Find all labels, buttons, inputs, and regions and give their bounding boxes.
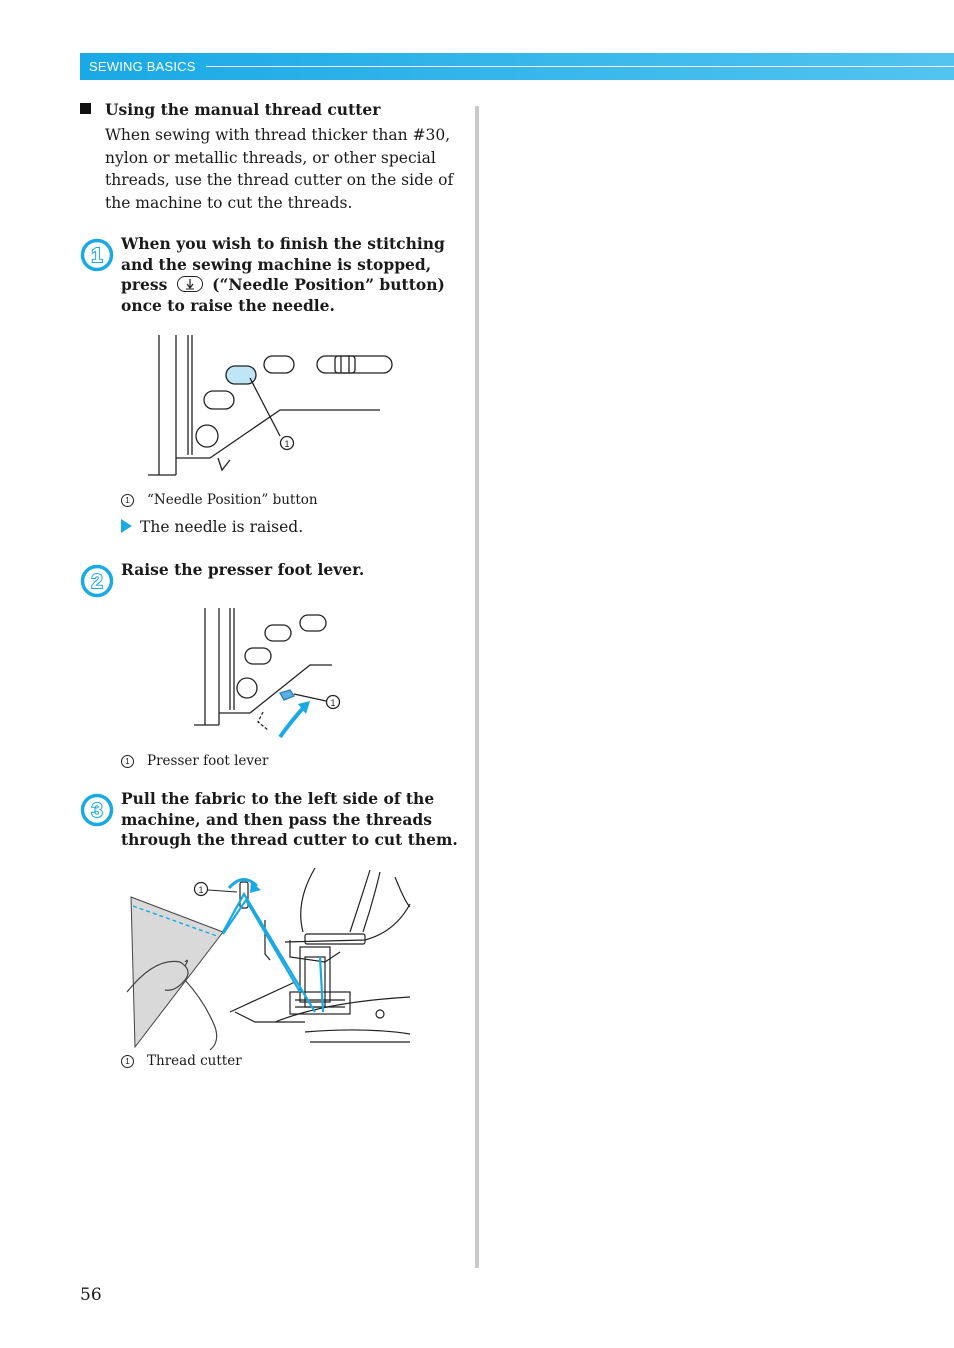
caption-marker: 1 [121,1055,134,1068]
callout-2: 1 [330,698,336,708]
step-1-result-text: The needle is raised. [140,518,304,536]
step-number-3 [80,793,114,827]
step-2-text: Raise the presser foot lever. [121,560,365,579]
step-number-2-text: 2 [91,571,103,593]
step-number-1-text: 1 [91,245,103,267]
square-bullet-icon [80,103,91,114]
thread-cutter-illustration [125,862,415,1050]
step-number-2 [80,564,114,598]
step-3-text: Pull the fabric to the left side of the machine, and then pass the threads through the thread cutter to cut them. [121,789,458,849]
header-rule [206,66,954,67]
step-2-caption-text: Presser foot lever [147,753,269,769]
step-1-result [121,518,303,536]
step-3-caption [121,1053,242,1069]
needle-position-button-icon [177,276,203,292]
section-label: SEWING BASICS [89,59,196,74]
step-number-1 [80,238,114,272]
column-divider [475,106,479,1268]
callout-3: 1 [198,885,204,895]
caption-marker: 1 [121,755,134,768]
step-1-text-b: (“Needle Position” button) once to raise the needle. [121,275,445,315]
caption-marker: 1 [121,494,134,507]
step-1-text-a: When you wish to finish the stitching and the sewing machine is stopped, press [121,234,445,294]
step-number-3-text: 3 [91,800,103,822]
presser-foot-lever-illustration [190,600,350,745]
needle-position-illustration [140,330,400,480]
step-3-caption-text: Thread cutter [147,1053,242,1069]
callout-1: 1 [284,439,290,449]
header-band [80,53,954,80]
step-2-caption [121,753,268,769]
page-number: 56 [80,1285,102,1305]
section-title: Using the manual thread cutter [105,100,381,119]
step-1-caption-text: “Needle Position” button [147,492,318,508]
step-1-caption [121,492,318,508]
result-arrow-icon [121,519,132,533]
step-1-text [121,234,466,316]
section-body: When sewing with thread thicker than #30, nylon or metallic threads, or other special threads, use the thread cutter on the side of the machine to cut the threads. [105,126,454,212]
